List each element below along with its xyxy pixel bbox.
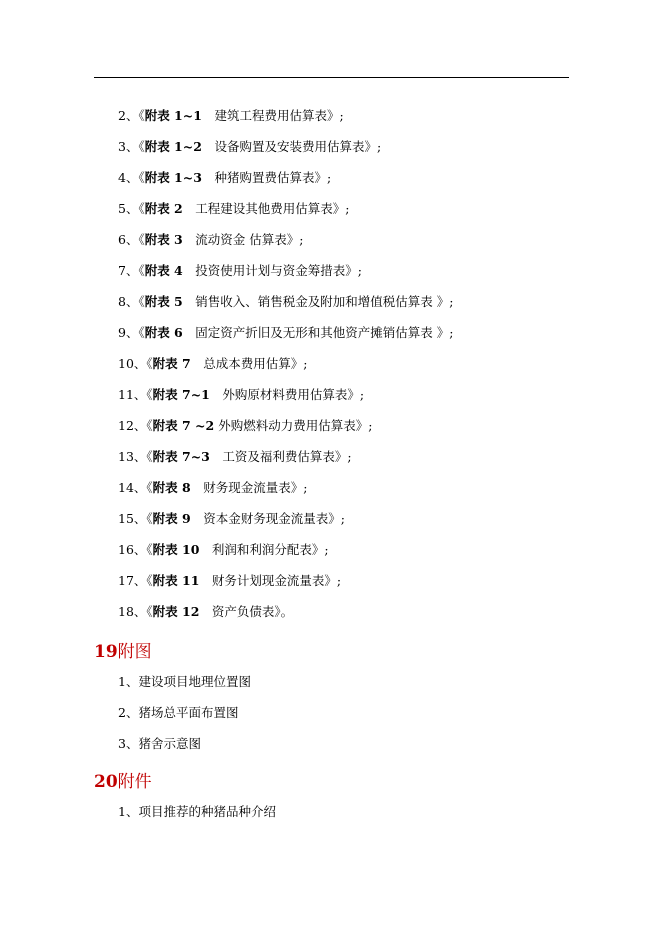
- list-item: 2、猪场总平面布置图: [118, 705, 239, 720]
- list-item: 12、《附表 7 ~2 外购燃料动力费用估算表》;: [118, 418, 373, 433]
- list-item: 8、《附表 5 销售收入、销售税金及附加和增值税估算表 》;: [118, 294, 454, 309]
- list-item: 15、《附表 9 资本金财务现金流量表》;: [118, 511, 345, 526]
- section-heading-20: 20附件: [94, 772, 152, 792]
- list-item: 18、《附表 12 资产负债表》。: [118, 604, 294, 619]
- section-heading-19: 19附图: [94, 642, 152, 662]
- list-item: 16、《附表 10 利润和利润分配表》;: [118, 542, 329, 557]
- list-item: 7、《附表 4 投资使用计划与资金筹措表》;: [118, 263, 362, 278]
- list-item: 1、建设项目地理位置图: [118, 674, 251, 689]
- header-rule: [94, 77, 569, 78]
- list-item: 5、《附表 2 工程建设其他费用估算表》;: [118, 201, 350, 216]
- list-item: 4、《附表 1~3 种猪购置费估算表》;: [118, 170, 332, 185]
- list-item: 14、《附表 8 财务现金流量表》;: [118, 480, 308, 495]
- list-item: 3、《附表 1~2 设备购置及安装费用估算表》;: [118, 139, 382, 154]
- list-item: 2、《附表 1~1 建筑工程费用估算表》;: [118, 108, 344, 123]
- list-item: 3、猪舍示意图: [118, 736, 201, 751]
- list-item: 13、《附表 7~3 工资及福利费估算表》;: [118, 449, 352, 464]
- list-item: 1、项目推荐的种猪品种介绍: [118, 804, 276, 819]
- list-item: 9、《附表 6 固定资产折旧及无形和其他资产摊销估算表 》;: [118, 325, 454, 340]
- list-item: 17、《附表 11 财务计划现金流量表》;: [118, 573, 342, 588]
- list-item: 11、《附表 7~1 外购原材料费用估算表》;: [118, 387, 365, 402]
- list-item: 10、《附表 7 总成本费用估算》;: [118, 356, 308, 371]
- list-item: 6、《附表 3 流动资金 估算表》;: [118, 232, 304, 247]
